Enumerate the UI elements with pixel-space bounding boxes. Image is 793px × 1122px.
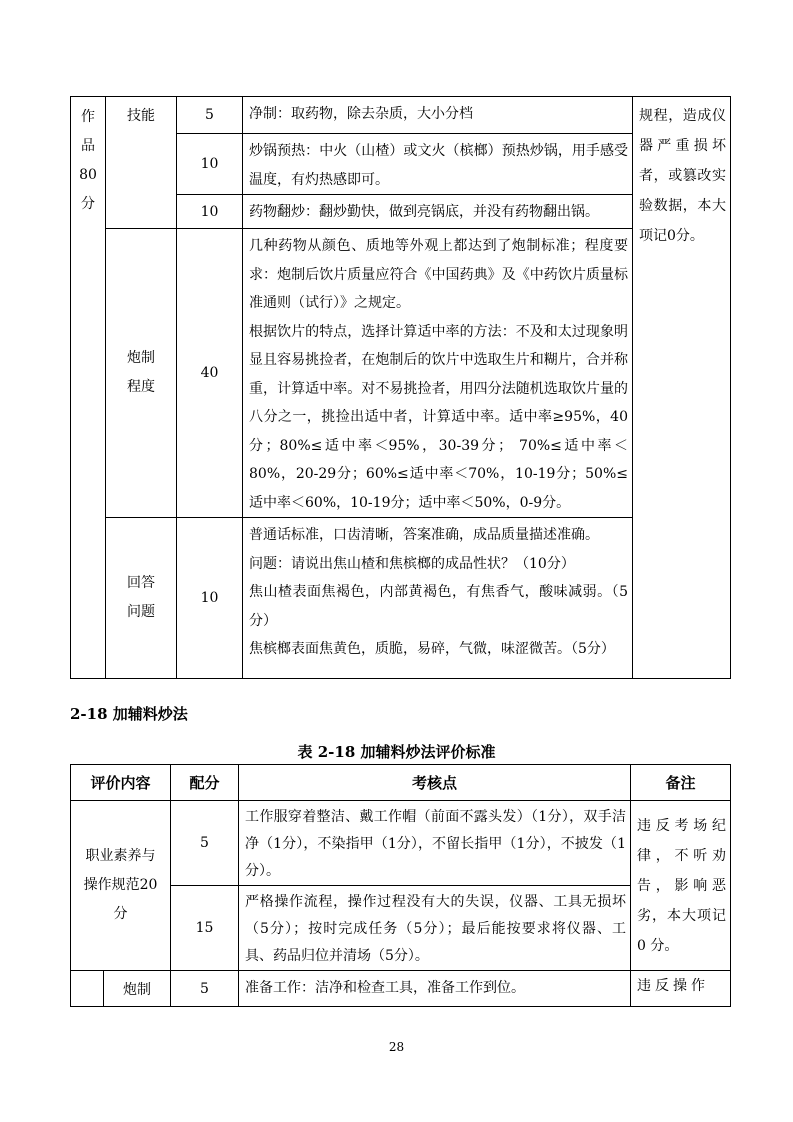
section-heading: 2-18 加辅料炒法 <box>70 705 188 723</box>
evaluation-table-continued <box>70 96 731 679</box>
empty-cell <box>71 971 104 1007</box>
page-number: 28 <box>388 1040 405 1054</box>
criteria-paragraph: 焦山楂表面焦褐色，内部黄褐色，有焦香气，酸味减弱。（5分） <box>249 584 628 629</box>
header-remarks: 备注 <box>631 765 731 801</box>
header-content: 评价内容 <box>71 765 171 801</box>
item-label: 职业素养与操作规范20 分 <box>83 848 158 922</box>
score-cell: 10 <box>177 518 243 679</box>
score-cell: 40 <box>177 229 243 518</box>
item-label: 回答问题 <box>127 575 155 620</box>
score-cell: 15 <box>171 886 239 971</box>
item-processing: 炮制 <box>104 971 171 1007</box>
item-skill: 技能 <box>106 97 177 229</box>
table-caption: 表 2-18 加辅料炒法评价标准 <box>297 743 496 761</box>
score-cell: 5 <box>171 971 239 1007</box>
criteria-paragraph: 焦槟榔表面焦黄色，质脆，易碎，气微，味涩微苦。（5分） <box>249 641 615 657</box>
score-cell: 5 <box>177 97 243 134</box>
criteria-paragraph: 几种药物从颜色、质地等外观上都达到了炮制标准；程度要求：炮制后饮片质量应符合《中国药典》及《中药饮片质量标准通则（试行）》之规定。 <box>249 238 628 311</box>
criteria-cell <box>243 518 633 679</box>
category-cell <box>71 97 106 679</box>
score-cell: 5 <box>171 801 239 886</box>
criteria-cell <box>243 229 633 518</box>
category-label: 作品80分 <box>79 109 97 212</box>
criteria-cell: 净制：取药物，除去杂质，大小分档 <box>243 97 633 134</box>
remarks-cell: 违反操作 <box>631 971 731 1007</box>
criteria-cell: 工作服穿着整洁、戴工作帽（前面不露头发）（1分），双手洁净（1分），不染指甲（1分），不留长指甲（1分），不披发（1分）。 <box>239 801 631 886</box>
criteria-cell: 炒锅预热：中火（山楂）或文火（槟榔）预热炒锅，用手感受温度，有灼热感即可。 <box>243 134 633 195</box>
remarks-cell: 规程，造成仪器严重损坏者，或篡改实验数据，本大项记0分。 <box>633 97 731 679</box>
criteria-cell: 药物翻炒：翻炒勤快，做到亮锅底，并没有药物翻出锅。 <box>243 195 633 229</box>
score-cell: 10 <box>177 134 243 195</box>
item-answer-questions <box>106 518 177 679</box>
criteria-paragraph: 根据饮片的特点，选择计算适中率的方法：不及和太过现象明显且容易挑捡者，在炮制后的饮片中选取生片和糊片，合并称重，计算适中率。对不易挑捡者，用四分法随机选取饮片量的八分之一，挑捡出适中者，计算适中率。适中率≥95%，40分；80%≤适中率＜95%，30-39分； 70%≤适中率＜80%，20-29分；60%≤适中率＜70%，10-19分；50%≤适中率＜60%，10-19分；适中率＜50%，0-9分。 <box>249 323 628 511</box>
item-professionalism <box>71 801 171 971</box>
item-processing-degree <box>106 229 177 518</box>
header-checkpoints: 考核点 <box>239 765 631 801</box>
score-cell: 10 <box>177 195 243 229</box>
evaluation-table <box>70 764 731 1007</box>
header-score: 配分 <box>171 765 239 801</box>
criteria-cell: 准备工作：洁净和检查工具，准备工作到位。 <box>239 971 631 1007</box>
criteria-paragraph: 问题：请说出焦山楂和焦槟榔的成品性状？（10分） <box>249 555 575 572</box>
item-label: 炮制程度 <box>127 350 155 395</box>
criteria-paragraph: 普通话标准，口齿清晰，答案准确，成品质量描述准确。 <box>249 527 599 543</box>
remarks-cell: 违反考场纪律，不听劝告，影响恶劣，本大项记0 分。 <box>631 801 731 971</box>
criteria-cell: 严格操作流程，操作过程没有大的失误，仪器、工具无损坏（5分）；按时完成任务（5分）；最后能按要求将仪器、工具、药品归位并清场（5分）。 <box>239 886 631 971</box>
